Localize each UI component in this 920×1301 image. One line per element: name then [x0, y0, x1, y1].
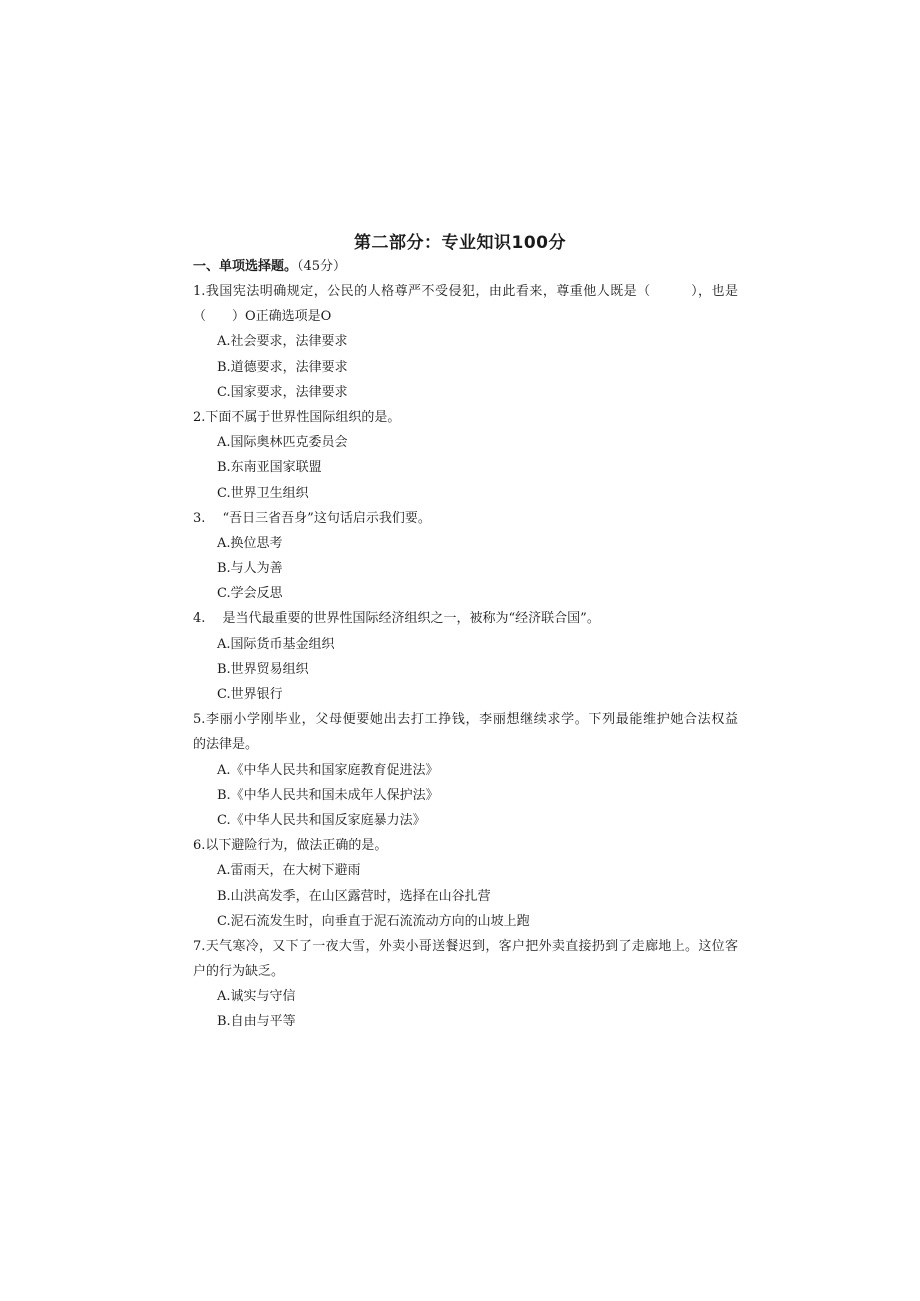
answer-option: B.世界贸易组织	[217, 661, 309, 677]
question-text: 2.下面不属于世界性国际组织的是。	[193, 409, 401, 425]
question-text: 4. 是当代最重要的世界性国际经济组织之一，被称为“经济联合国”。	[193, 611, 600, 627]
answer-option: B.《中华人民共和国未成年人保护法》	[217, 787, 439, 803]
answer-option: A.换位思考	[217, 535, 283, 551]
answer-option: B.道德要求，法律要求	[217, 359, 348, 375]
answer-option: C.泥石流发生时，向垂直于泥石流流动方向的山坡上跑	[217, 913, 530, 929]
question	[193, 282, 738, 403]
answer-option: A.社会要求，法律要求	[217, 334, 348, 350]
question	[193, 609, 738, 705]
answer-option: C.世界银行	[217, 687, 283, 702]
question-list	[193, 257, 738, 1038]
section-label: 一、单项选择题。	[193, 259, 298, 274]
answer-option: A.国际货币基金组织	[217, 636, 335, 652]
question	[193, 937, 738, 1033]
question-text: （ ）O正确选项是O	[193, 309, 332, 325]
answer-option: A.诚实与守信	[217, 989, 296, 1005]
answer-option: C.国家要求，法律要求	[217, 384, 348, 400]
answer-option: C.《中华人民共和国反家庭暴力法》	[217, 812, 426, 828]
question-text: 5.李丽小学刚毕业，父母便要她出去打工挣钱，李丽想继续求学。下列最能维护她合法权益	[193, 712, 738, 728]
answer-option: B.山洪高发季，在山区露营时，选择在山谷扎营	[217, 888, 491, 904]
answer-option: C.世界卫生组织	[217, 485, 309, 501]
answer-option: B.东南亚国家联盟	[217, 460, 322, 476]
section-heading	[193, 257, 738, 277]
answer-option: A.国际奥林匹克委员会	[217, 435, 348, 451]
question	[193, 710, 738, 831]
answer-option: B.自由与平等	[217, 1014, 296, 1030]
answer-option: C.学会反思	[217, 586, 283, 602]
question-text: 7.天气寒冷，又下了一夜大雪，外卖小哥送餐迟到，客户把外卖直接扔到了走廊地上。这位客	[193, 938, 738, 954]
question-text: 3. “吾日三省吾身”这句话启示我们要。	[193, 510, 431, 526]
question	[193, 836, 738, 932]
question-text: 户的行为缺乏。	[193, 964, 285, 980]
question-text: 6.以下避险行为，做法正确的是。	[193, 838, 388, 854]
question	[193, 408, 738, 504]
answer-option: B.与人为善	[217, 561, 283, 577]
question-text: 的法律是。	[193, 737, 259, 753]
answer-option: A.雷雨天，在大树下避雨	[217, 863, 361, 879]
question-text: 1.我国宪法明确规定，公民的人格尊严不受侵犯，由此看来，尊重他人既是（ ），也是	[193, 284, 738, 299]
part-title: 第二部分：专业知识100分	[354, 233, 566, 253]
question	[193, 509, 738, 605]
section-points: （45分）	[297, 259, 347, 274]
answer-option: A.《中华人民共和国家庭教育促进法》	[217, 762, 439, 778]
